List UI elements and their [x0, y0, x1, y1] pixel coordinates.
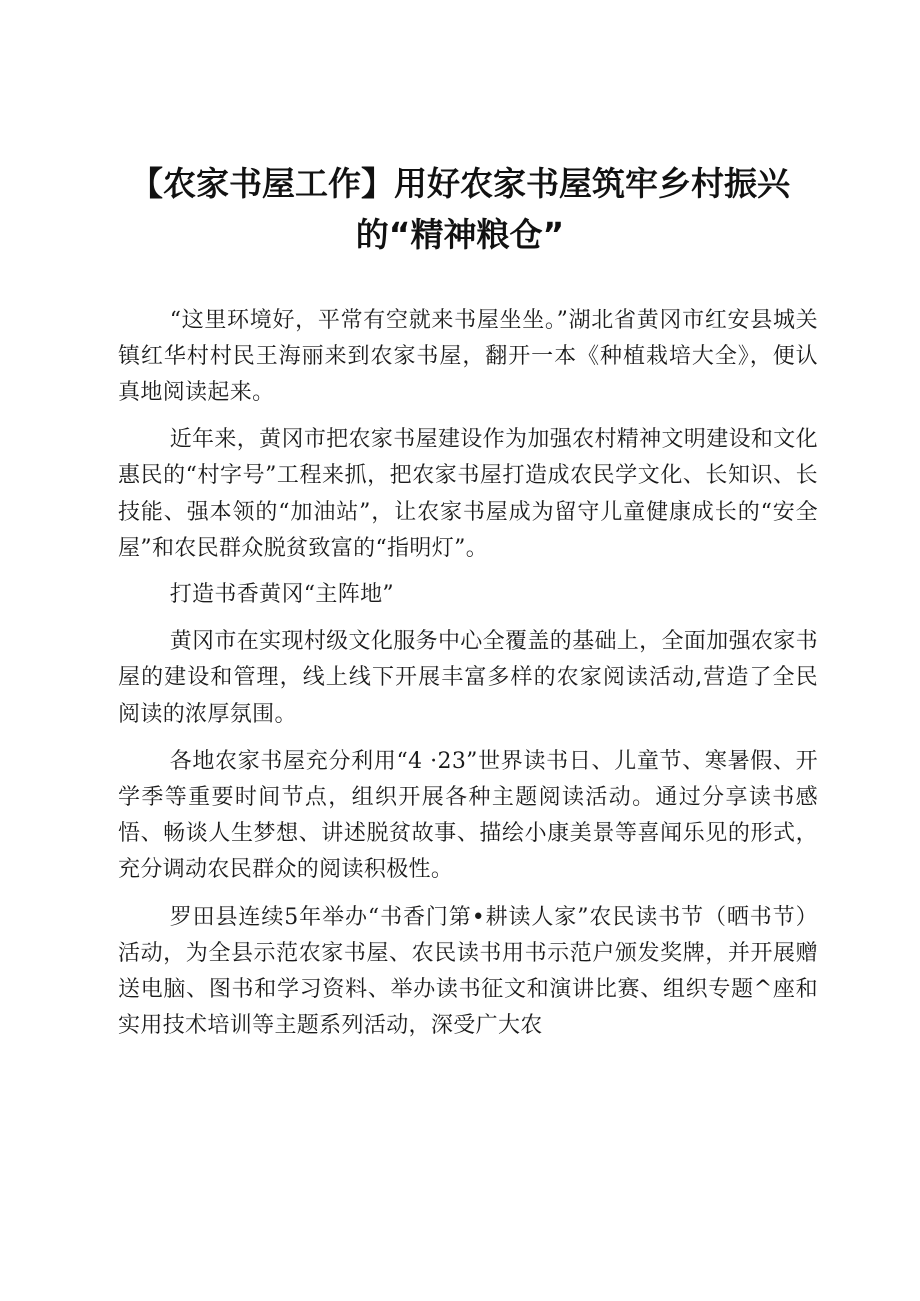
paragraph-activities: 各地农家书屋充分利用“4 ·23”世界读书日、儿童节、寒暑假、开学季等重要时间节点，组织开展各种主题阅读活动。通过分享读书感悟、畅谈人生梦想、讲述脱贫故事、描绘小康美景等喜闻乐见的形式，充分调动农民群众的阅读积极性。: [118, 748, 818, 883]
document-body: [118, 303, 818, 1044]
paragraph-management: 黄冈市在实现村级文化服务中心全覆盖的基础上，全面加强农家书屋的建设和管理，线上线下开展丰富多样的农家阅读活动,营造了全民阅读的浓厚氛围。: [118, 629, 818, 727]
paragraph-intro: “这里环境好，平常有空就来书屋坐坐。”湖北省黄冈市红安县城关镇红华村村民王海丽来到农家书屋，翻开一本《种植栽培大全》，便认真地阅读起来。: [118, 308, 818, 406]
document-title-line-1: 【农家书屋工作】用好农家书屋筑牢乡村振兴: [130, 164, 790, 203]
paragraph-luotian: 罗田县连续5年举办“书香门第•耕读人家”农民读书节（晒书节）活动，为全县示范农家书屋、农民读书用书示范户颁发奖牌，并开展赠送电脑、图书和学习资料、举办读书征文和演讲比赛、组织专题^座和实用技术培训等主题系列活动，深受广大农: [118, 904, 818, 1039]
document-title-line-2: 的“精神粮仓”: [355, 215, 565, 254]
section-heading: 打造书香黄冈“主阵地”: [169, 582, 395, 608]
paragraph-overview: 近年来，黄冈市把农家书屋建设作为加强农村精神文明建设和文化惠民的“村字号”工程来抓，把农家书屋打造成农民学文化、长知识、长技能、强本领的“加油站”，让农家书屋成为留守儿童健康成长的“安全屋”和农民群众脱贫致富的“指明灯”。: [118, 427, 818, 561]
